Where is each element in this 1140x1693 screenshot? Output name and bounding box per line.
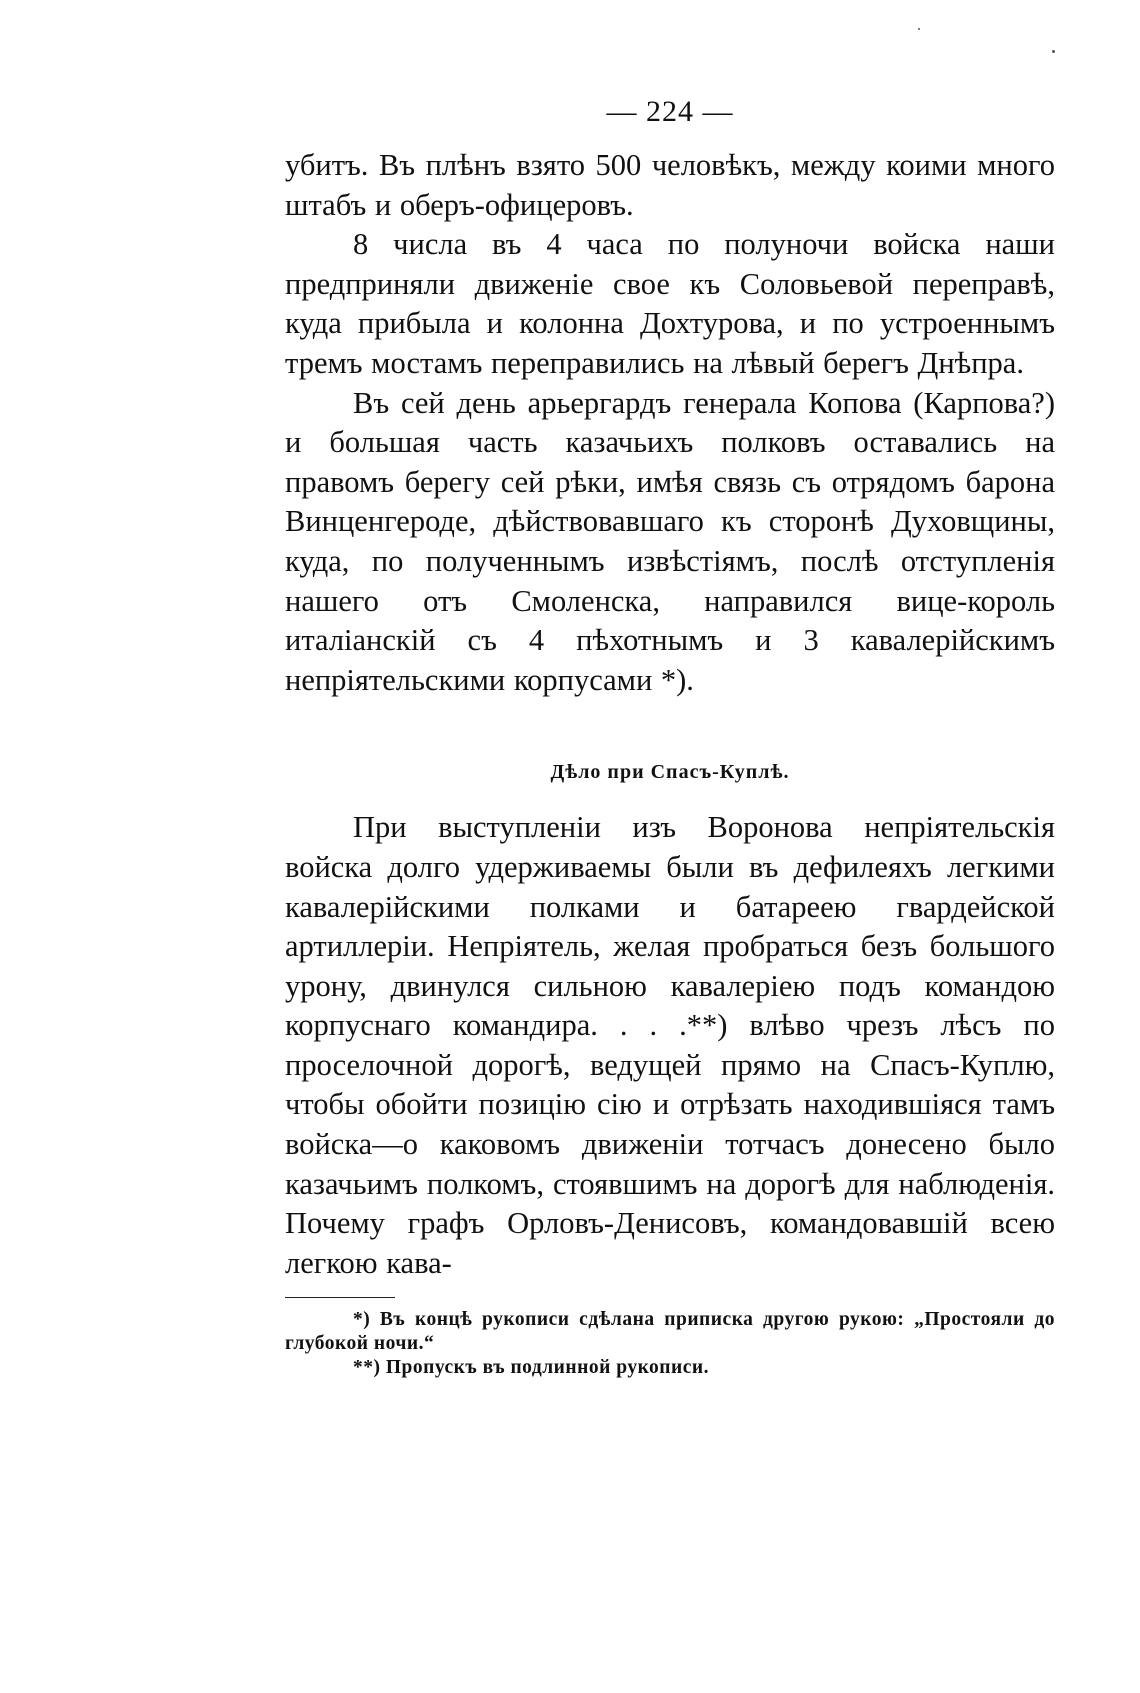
section-paragraph: При выступленіи изъ Воронова непріятельскія войска долго удерживаемы были въ дефилеяхъ легкими кавалерійскими полками и батареею гвардейской артиллеріи. Непріятель, желая пробраться безъ большого урону, двинулся сильною кавалеріею подъ командою корпуснаго командира. . . .**) влѣво чрезъ лѣсъ по проселочной дорогѣ, ведущей прямо на Спасъ-Куплю, чтобы обойти позицію сію и отрѣзать находившіяся тамъ войска—о каковомъ движеніи тотчасъ донесено было казачьимъ полкомъ, стоявшимъ на дорогѣ для наблюденія. Почему графъ Орловъ-Денисовъ, командовавшій всею легкою кава-	[285, 810, 1055, 1280]
body-paragraph: 8 числа въ 4 часа по полуночи войска наши предприняли движеніе свое къ Соловьевой переправѣ, куда прибыла и колонна Дохтурова, и по устроеннымъ тремъ мостамъ переправились на лѣвый берегъ Днѣпра.	[285, 227, 1055, 380]
section-heading: Дѣло при Спасъ-Куплѣ.	[550, 761, 790, 784]
page-number: — 224 —	[606, 95, 734, 128]
scan-speck	[1052, 50, 1055, 53]
body-paragraph: Въ сей день арьергардъ генерала Копова (Карпова?) и большая часть казачьихъ полковъ оставались на правомъ берегу сей рѣки, имѣя связь съ отрядомъ барона Винценгероде, дѣйствовавшаго къ сторонѣ Духовщины, куда, по полученнымъ извѣстіямъ, послѣ отступленія нашего отъ Смоленска, направился вице-король италіанскій съ 4 пѣхотнымъ и 3 кавалерійскимъ непріятельскими корпусами *).	[285, 385, 1055, 697]
footnote: *) Въ концѣ рукописи сдѣлана приписка другою рукою: „Простояли до глубокой ночи.“	[285, 1309, 1055, 1355]
body-paragraph: убитъ. Въ плѣнъ взято 500 человѣкъ, между коими много штабъ и оберъ-офицеровъ.	[285, 148, 1055, 222]
book-page	[285, 92, 1055, 1380]
scan-speck	[918, 28, 920, 30]
footnote: **) Пропускъ въ подлинной рукописи.	[353, 1357, 710, 1379]
footnote-divider	[285, 1297, 395, 1298]
